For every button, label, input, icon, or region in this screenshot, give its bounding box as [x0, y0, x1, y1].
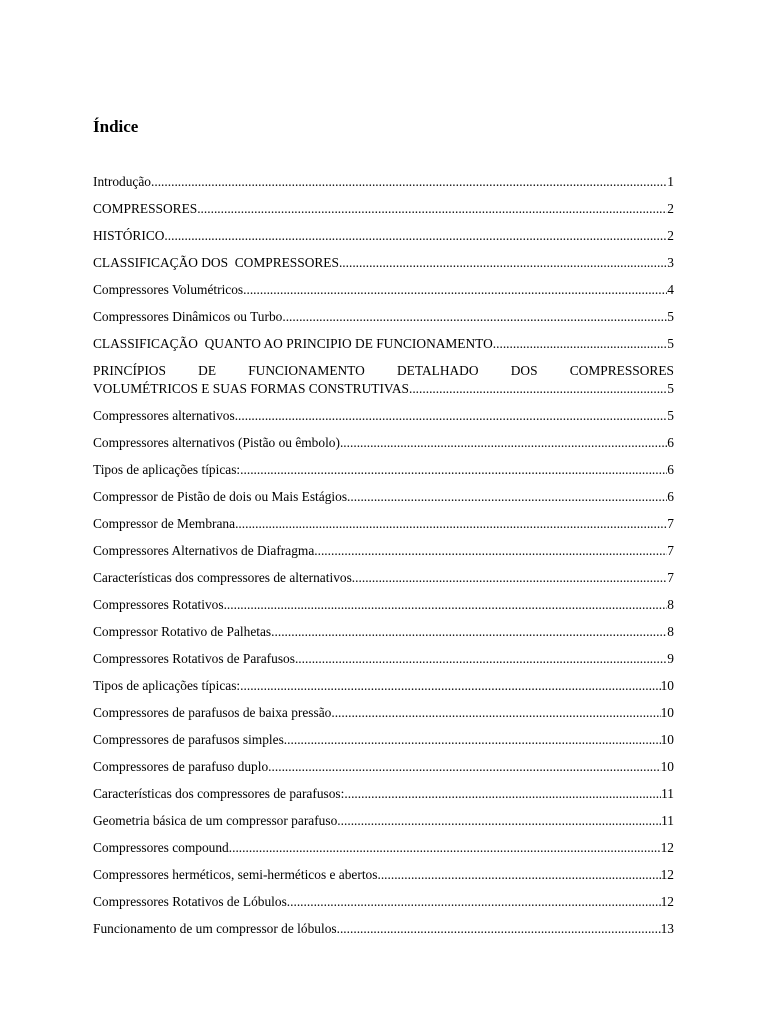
toc-dot-leader — [287, 893, 661, 911]
toc-page-number: 7 — [667, 570, 674, 585]
toc-entry[interactable] — [93, 839, 674, 857]
toc-entry[interactable] — [93, 866, 674, 884]
toc-dot-leader — [377, 866, 660, 884]
toc-entry[interactable] — [93, 407, 674, 425]
toc-dot-leader — [493, 335, 668, 353]
toc-page-number: 6 — [667, 435, 674, 450]
toc-entry-text: Compressor Rotativo de Palhetas — [93, 624, 272, 639]
toc-page-number: 6 — [667, 489, 674, 504]
toc-entry-text: CLASSIFICAÇÃO DOS COMPRESSORES — [93, 255, 339, 270]
toc-entry[interactable] — [93, 542, 674, 560]
toc-page-number: 11 — [661, 813, 674, 828]
toc-page-number: 4 — [667, 282, 674, 297]
toc-entry[interactable] — [93, 461, 674, 479]
toc-dot-leader — [271, 623, 667, 641]
toc-entry-text: Características dos compressores de alternativos — [93, 570, 352, 585]
toc-entry[interactable] — [93, 623, 674, 641]
toc-entry[interactable] — [93, 920, 674, 938]
toc-entry-text: Compressor de Membrana — [93, 516, 236, 531]
toc-entry-text: Compressores herméticos, semi-herméticos e abertos — [93, 867, 378, 882]
toc-entry-text: Compressores de parafuso duplo — [93, 759, 269, 774]
toc-entry-text: Compressores compound — [93, 840, 229, 855]
toc-dot-leader — [197, 200, 667, 218]
toc-dot-leader — [268, 758, 660, 776]
toc-word: DOS — [510, 363, 538, 378]
toc-page-number: 12 — [660, 894, 674, 909]
toc-page-number: 10 — [660, 732, 674, 747]
toc-entry[interactable] — [93, 704, 674, 722]
toc-entry-text: COMPRESSORES — [93, 201, 198, 216]
toc-page-number: 2 — [667, 201, 674, 216]
toc-dot-leader — [409, 380, 667, 398]
toc-page-number: 13 — [660, 921, 674, 936]
toc-entry[interactable] — [93, 434, 674, 452]
toc-entry[interactable] — [93, 758, 674, 776]
toc-dot-leader — [164, 227, 667, 245]
toc-entry[interactable] — [93, 785, 674, 803]
toc-dot-leader — [314, 542, 667, 560]
toc-word: DETALHADO — [397, 363, 479, 378]
toc-dot-leader — [235, 515, 667, 533]
toc-entry[interactable] — [93, 731, 674, 749]
toc-word: PRINCÍPIOS — [93, 363, 166, 378]
toc-entry-text: Compressores Rotativos — [93, 597, 224, 612]
toc-page-number: 2 — [667, 228, 674, 243]
toc-page-number: 3 — [667, 255, 674, 270]
toc-word: COMPRESSORES — [569, 363, 674, 378]
toc-entry-text: CLASSIFICAÇÃO QUANTO AO PRINCIPIO DE FUNCIONAMENTO — [93, 336, 493, 351]
toc-page-number: 5 — [667, 381, 674, 396]
toc-page-number: 10 — [660, 759, 674, 774]
toc-page-number: 7 — [667, 543, 674, 558]
toc-dot-leader — [235, 407, 668, 425]
toc-entry[interactable] — [93, 893, 674, 911]
toc-entry-multiline[interactable] — [93, 362, 674, 398]
toc-entry[interactable] — [93, 569, 674, 587]
toc-entry-text: Funcionamento de um compressor de lóbulos — [93, 921, 337, 936]
toc-entry-text: Compressores de parafusos de baixa pressão — [93, 705, 332, 720]
toc-entry-text: Tipos de aplicações típicas: — [93, 462, 241, 477]
toc-dot-leader — [337, 920, 661, 938]
toc-page-number: 10 — [660, 705, 674, 720]
toc-page-number: 8 — [667, 624, 674, 639]
toc-entry-text: Compressores Dinâmicos ou Turbo — [93, 309, 283, 324]
toc-page-number: 8 — [667, 597, 674, 612]
toc-entry-text: Introdução — [93, 174, 152, 189]
toc-dot-leader — [282, 308, 667, 326]
toc-entry-text: Compressores alternativos (Pistão ou êmbolo) — [93, 435, 340, 450]
toc-entry-text: VOLUMÉTRICOS E SUAS FORMAS CONSTRUTIVAS — [93, 381, 409, 396]
toc-entry[interactable] — [93, 650, 674, 668]
toc-entry-text: Compressores alternativos — [93, 408, 235, 423]
toc-entry[interactable] — [93, 254, 674, 272]
toc-dot-leader — [243, 281, 667, 299]
toc-page-number: 6 — [667, 462, 674, 477]
toc-entry-text: Compressores Volumétricos — [93, 282, 244, 297]
toc-page-number: 1 — [667, 174, 674, 189]
toc-page-number: 12 — [660, 867, 674, 882]
toc-word: FUNCIONAMENTO — [248, 363, 365, 378]
toc-entry-text: Características dos compressores de parafusos: — [93, 786, 345, 801]
toc-page-number: 5 — [667, 336, 674, 351]
toc-dot-leader — [331, 704, 660, 722]
page-title: Índice — [93, 117, 139, 136]
toc-entry-text: Tipos de aplicações típicas: — [93, 678, 241, 693]
toc-page-number: 11 — [661, 786, 674, 801]
toc-entry-text: HISTÓRICO — [93, 228, 165, 243]
toc-dot-leader — [340, 434, 667, 452]
toc-entry-text: Compressores Rotativos de Lóbulos — [93, 894, 287, 909]
toc-page-number: 5 — [667, 309, 674, 324]
toc-entry[interactable] — [93, 488, 674, 506]
toc-entry-text: Compressores Rotativos de Parafusos — [93, 651, 295, 666]
toc-entry-line-2 — [93, 380, 674, 398]
toc-entry[interactable] — [93, 200, 674, 218]
toc-entry-text: Compressores de parafusos simples — [93, 732, 284, 747]
toc-entry[interactable] — [93, 335, 674, 353]
toc-entry[interactable] — [93, 227, 674, 245]
toc-entry[interactable] — [93, 812, 674, 830]
toc-dot-leader — [339, 254, 667, 272]
toc-entry-line-1 — [93, 362, 674, 380]
toc-word: DE — [198, 363, 217, 378]
toc-dot-leader — [344, 785, 661, 803]
toc-page-number: 12 — [660, 840, 674, 855]
toc-dot-leader — [284, 731, 661, 749]
toc-entry[interactable] — [93, 173, 674, 191]
toc-dot-leader — [352, 569, 668, 587]
toc-dot-leader — [229, 839, 661, 857]
toc-entry[interactable] — [93, 281, 674, 299]
table-of-contents — [93, 173, 674, 947]
toc-dot-leader — [240, 677, 660, 695]
toc-dot-leader — [337, 812, 661, 830]
toc-entry[interactable] — [93, 596, 674, 614]
toc-dot-leader — [347, 488, 667, 506]
toc-page-number: 7 — [667, 516, 674, 531]
toc-dot-leader — [151, 173, 667, 191]
toc-page-number: 5 — [667, 408, 674, 423]
toc-page-number: 9 — [667, 651, 674, 666]
toc-entry[interactable] — [93, 677, 674, 695]
toc-dot-leader — [295, 650, 667, 668]
toc-entry-text: Compressores Alternativos de Diafragma — [93, 543, 315, 558]
toc-dot-leader — [240, 461, 667, 479]
toc-entry-text: Compressor de Pistão de dois ou Mais Estágios — [93, 489, 348, 504]
toc-entry[interactable] — [93, 515, 674, 533]
toc-entry-text: Geometria básica de um compressor parafuso — [93, 813, 338, 828]
toc-page-number: 10 — [660, 678, 674, 693]
toc-dot-leader — [224, 596, 668, 614]
toc-entry[interactable] — [93, 308, 674, 326]
